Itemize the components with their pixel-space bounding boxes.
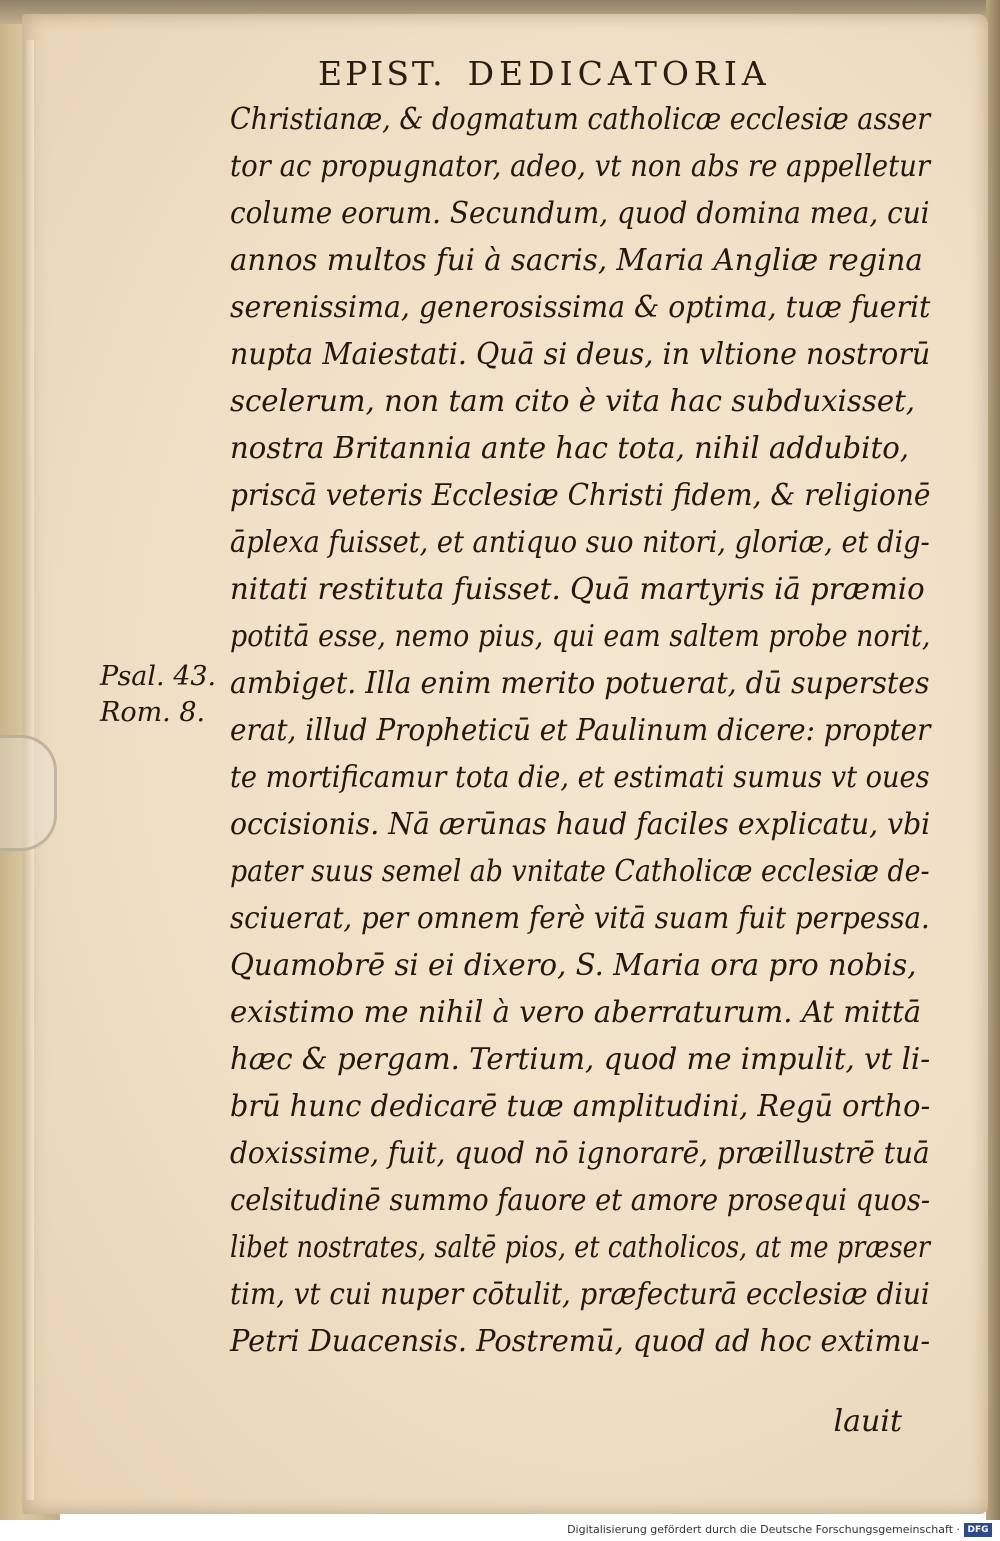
text-line: nostra Britannia ante hac tota, nihil addubito, [230, 431, 910, 466]
text-line: Quamobrē si ei dixero, S. Maria ora pro nobis, [230, 948, 917, 983]
text-line: te mortificamur tota die, et estimati sumus vt oues [230, 760, 930, 795]
footer-bar [0, 1520, 1000, 1541]
book-cover-right [986, 0, 1000, 1520]
text-line: annos multos fui à sacris, Maria Angliæ regina [230, 243, 923, 278]
text-line: ambiget. Illa enim merito potuerat, dū superstes [230, 666, 930, 701]
text-line: erat, illud Propheticū et Paulinum dicere: propter [230, 713, 931, 748]
header-epist: EPIST. [318, 54, 446, 93]
margin-note-romans: Rom. 8. [100, 697, 206, 728]
text-line: priscā veteris Ecclesiæ Christi fidem, & religionē [230, 478, 931, 513]
page-clip [0, 735, 57, 851]
text-line: doxissime, fuit, quod nō ignorarē, præillustrē tuā [230, 1136, 930, 1171]
text-line: pater suus semel ab vnitate Catholicæ ecclesiæ de- [230, 854, 930, 889]
body-text [230, 96, 950, 1365]
running-header [318, 54, 771, 93]
text-line: existimo me nihil à vero aberraturum. At mittā [230, 995, 922, 1030]
text-line: Christianæ, & dogmatum catholicæ ecclesiæ asser [230, 102, 931, 137]
text-line: serenissima, generosissima & optima, tuæ fuerit [230, 290, 931, 325]
text-line: scelerum, non tam cito è vita hac subduxisset, [230, 384, 916, 419]
margin-notes [100, 659, 216, 731]
text-line: sciuerat, per omnem ferè vitā suam fuit perpessa. [230, 901, 930, 936]
text-line: celsitudinē summo fauore et amore prosequi quos- [230, 1183, 931, 1218]
dfg-logo-icon: DFG [964, 1523, 992, 1537]
text-line: brū hunc dedicarē tuæ amplitudini, Regū ortho- [230, 1089, 931, 1124]
catchword: lauit [833, 1404, 902, 1439]
text-line: hæc & pergam. Tertium, quod me impulit, vt li- [230, 1042, 931, 1077]
text-line: tor ac propugnator, adeo, vt non abs re appelletur [230, 149, 931, 184]
margin-note-psalm: Psal. 43. [100, 661, 217, 692]
text-line: potitā esse, nemo pius, qui eam saltem probe norit, [230, 619, 931, 654]
text-line: Petri Duacensis. Postremū, quod ad hoc extimu- [230, 1324, 931, 1359]
text-line: colume eorum. Secundum, quod domina mea, cui [230, 196, 930, 231]
text-line: āplexa fuisset, et antiquo suo nitori, gloriæ, et dig- [230, 525, 930, 560]
header-dedicatoria: DEDICATORIA [467, 54, 771, 93]
text-line: nupta Maiestati. Quā si deus, in vltione nostrorū [230, 337, 931, 372]
text-line: nitati restituta fuisset. Quā martyris iā præmio [230, 572, 925, 607]
text-line: libet nostrates, saltē pios, et catholicos, at me præser [230, 1230, 931, 1265]
funding-credit: Digitalisierung gefördert durch die Deutsche Forschungsgemeinschaft · [567, 1523, 960, 1536]
text-line: occisionis. Nā ærūnas haud faciles explicatu, vbi [230, 807, 931, 842]
text-line: tim, vt cui nuper cōtulit, præfecturā ecclesiæ diui [230, 1277, 930, 1312]
